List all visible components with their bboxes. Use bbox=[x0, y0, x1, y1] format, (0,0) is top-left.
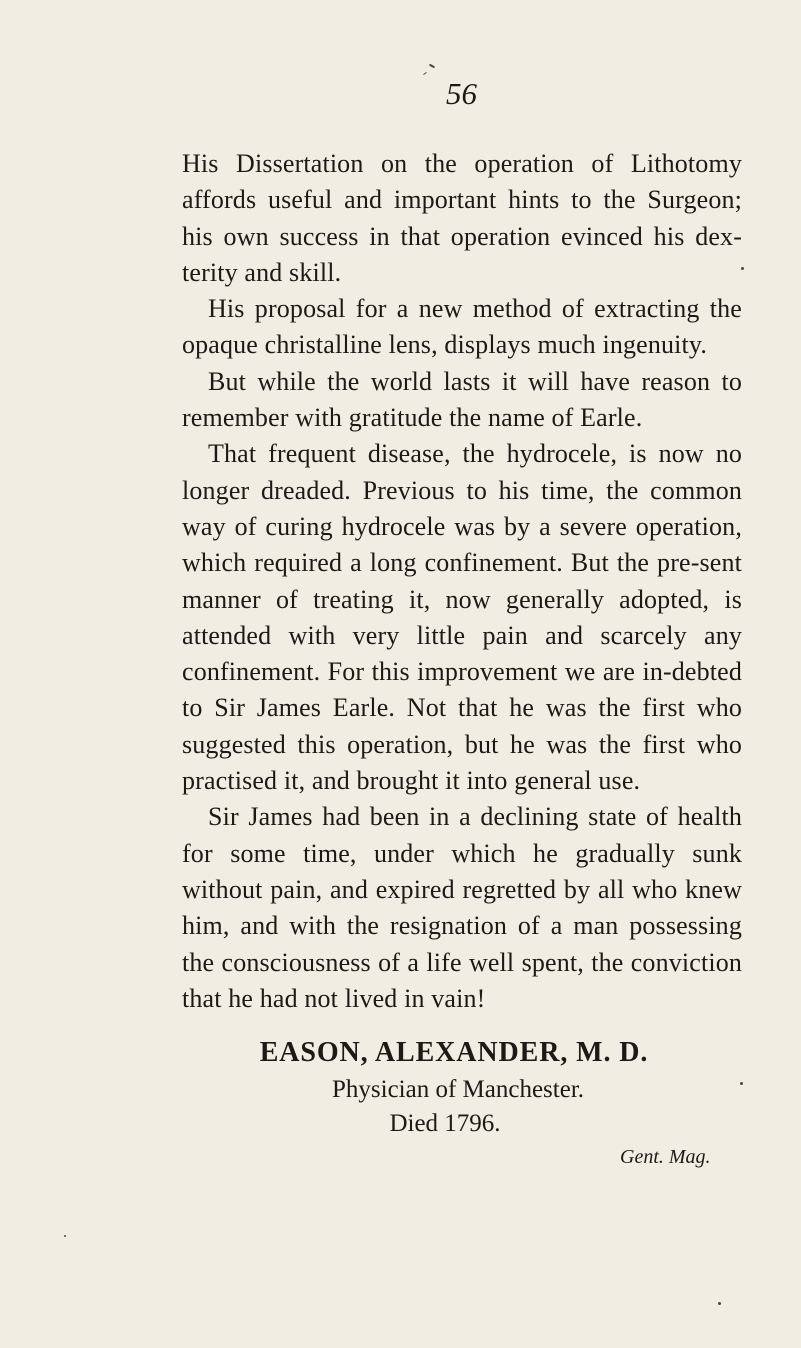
paper-mark bbox=[741, 267, 744, 270]
paper-mark bbox=[429, 64, 435, 69]
page-body bbox=[182, 146, 742, 1017]
paper-mark bbox=[740, 1082, 743, 1085]
paper-mark bbox=[64, 1235, 66, 1237]
entry-subtitle: Physician of Manchester. bbox=[331, 1076, 585, 1103]
paragraph-remember-earle: But while the world lasts it will have reason to remember with gratitude the name of Earle. bbox=[182, 366, 742, 433]
paper-mark bbox=[423, 72, 427, 75]
source-citation: Gent. Mag. bbox=[620, 1146, 711, 1168]
paragraph-death: Sir James had been in a declining state of health for some time, under which he gradually sunk without pain, and expired regretted by all who knew him, and with the resignation of a man possessing the consciousness of a life well spent, the conviction that he had not lived in vain! bbox=[182, 802, 742, 1013]
paper-mark bbox=[718, 1302, 721, 1305]
paragraph-hydrocele: That frequent disease, the hydrocele, is now no longer dreaded. Previous to his time, the common way of curing hydrocele was by a severe operation, which required a long confinement. But the pre-sent manner of treating it, now generally adopted, is attended with very little pain and scarcely any confinement. For this improvement we are in-debted to Sir James Earle. Not that he was the first who suggested this operation, but he was the first who practised it, and brought it into general use. bbox=[182, 439, 742, 796]
paragraph-lens: His proposal for a new method of extracting the opaque christalline lens, displays much ingenuity. bbox=[182, 294, 742, 360]
entry-heading: EASON, ALEXANDER, M. D. bbox=[259, 1037, 649, 1068]
paragraph-lithotomy: His Dissertation on the operation of Lithotomy affords useful and important hints to the Surgeon; his own success in that operation evinced his dex-terity and skill. bbox=[182, 149, 742, 287]
entry-died: Died 1796. bbox=[389, 1110, 501, 1137]
page-number: 56 bbox=[446, 76, 477, 111]
